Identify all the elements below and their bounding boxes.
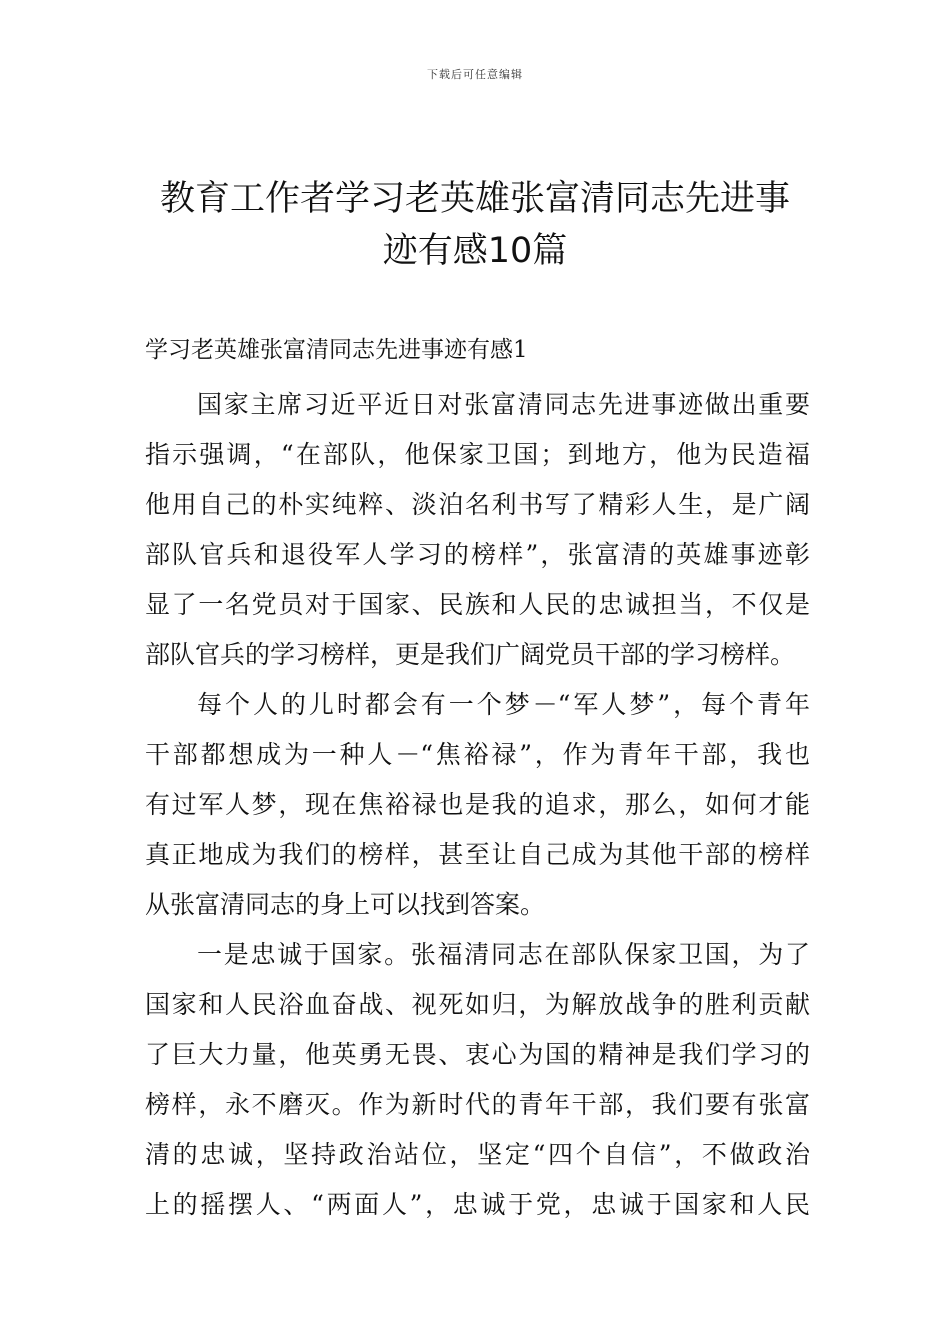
paragraph-line: 每个人的儿时都会有一个梦－“军人梦”，每个青年 (197, 690, 810, 719)
paragraph-line: 清的忠诚，坚持政治站位，坚定“四个自信”，不做政治 (145, 1140, 810, 1169)
paragraph-line: 一是忠诚于国家。张福清同志在部队保家卫国，为了 (197, 940, 810, 969)
paragraph-1 (145, 380, 810, 680)
paragraph-line: 从张富清同志的身上可以找到答案。 (145, 890, 546, 919)
paragraph-line: 他用自己的朴实纯粹、淡泊名利书写了精彩人生，是广阔 (145, 490, 810, 519)
paragraph-line: 榜样，永不磨灭。作为新时代的青年干部，我们要有张富 (145, 1090, 810, 1119)
paragraph-3 (145, 930, 810, 1230)
paragraph-line: 国家主席习近平近日对张富清同志先进事迹做出重要 (197, 390, 810, 419)
paragraph-line: 了巨大力量，他英勇无畏、衷心为国的精神是我们学习的 (145, 1040, 810, 1069)
paragraph-line: 部队官兵的学习榜样，更是我们广阔党员干部的学习榜样。 (145, 640, 796, 669)
paragraph-line: 指示强调，“在部队，他保家卫国；到地方，他为民造福 (145, 440, 810, 469)
paragraph-line: 干部都想成为一种人－“焦裕禄”，作为青年干部，我也 (145, 740, 810, 769)
paragraph-line: 上的摇摆人、“两面人”，忠诚于党，忠诚于国家和人民 (145, 1190, 810, 1219)
section-heading: 学习老英雄张富清同志先进事迹有感1 (145, 337, 528, 363)
document-title-line: 教育工作者学习老英雄张富清同志先进事 (159, 179, 790, 219)
document-title (120, 173, 830, 277)
paragraph-line: 部队官兵和退役军人学习的榜样”，张富清的英雄事迹彰 (145, 540, 810, 569)
document-body (145, 330, 810, 1230)
paragraph-line: 有过军人梦，现在焦裕禄也是我的追求，那么，如何才能 (145, 790, 810, 819)
paragraph-2 (145, 680, 810, 930)
paragraph-line: 国家和人民浴血奋战、视死如归，为解放战争的胜利贡献 (145, 990, 810, 1019)
header-note: 下载后可任意编辑 (427, 68, 523, 81)
paragraph-line: 真正地成为我们的榜样，甚至让自己成为其他干部的榜样 (145, 840, 810, 869)
paragraph-line: 显了一名党员对于国家、民族和人民的忠诚担当，不仅是 (145, 590, 810, 619)
document-title-line: 迹有感10篇 (382, 231, 568, 271)
